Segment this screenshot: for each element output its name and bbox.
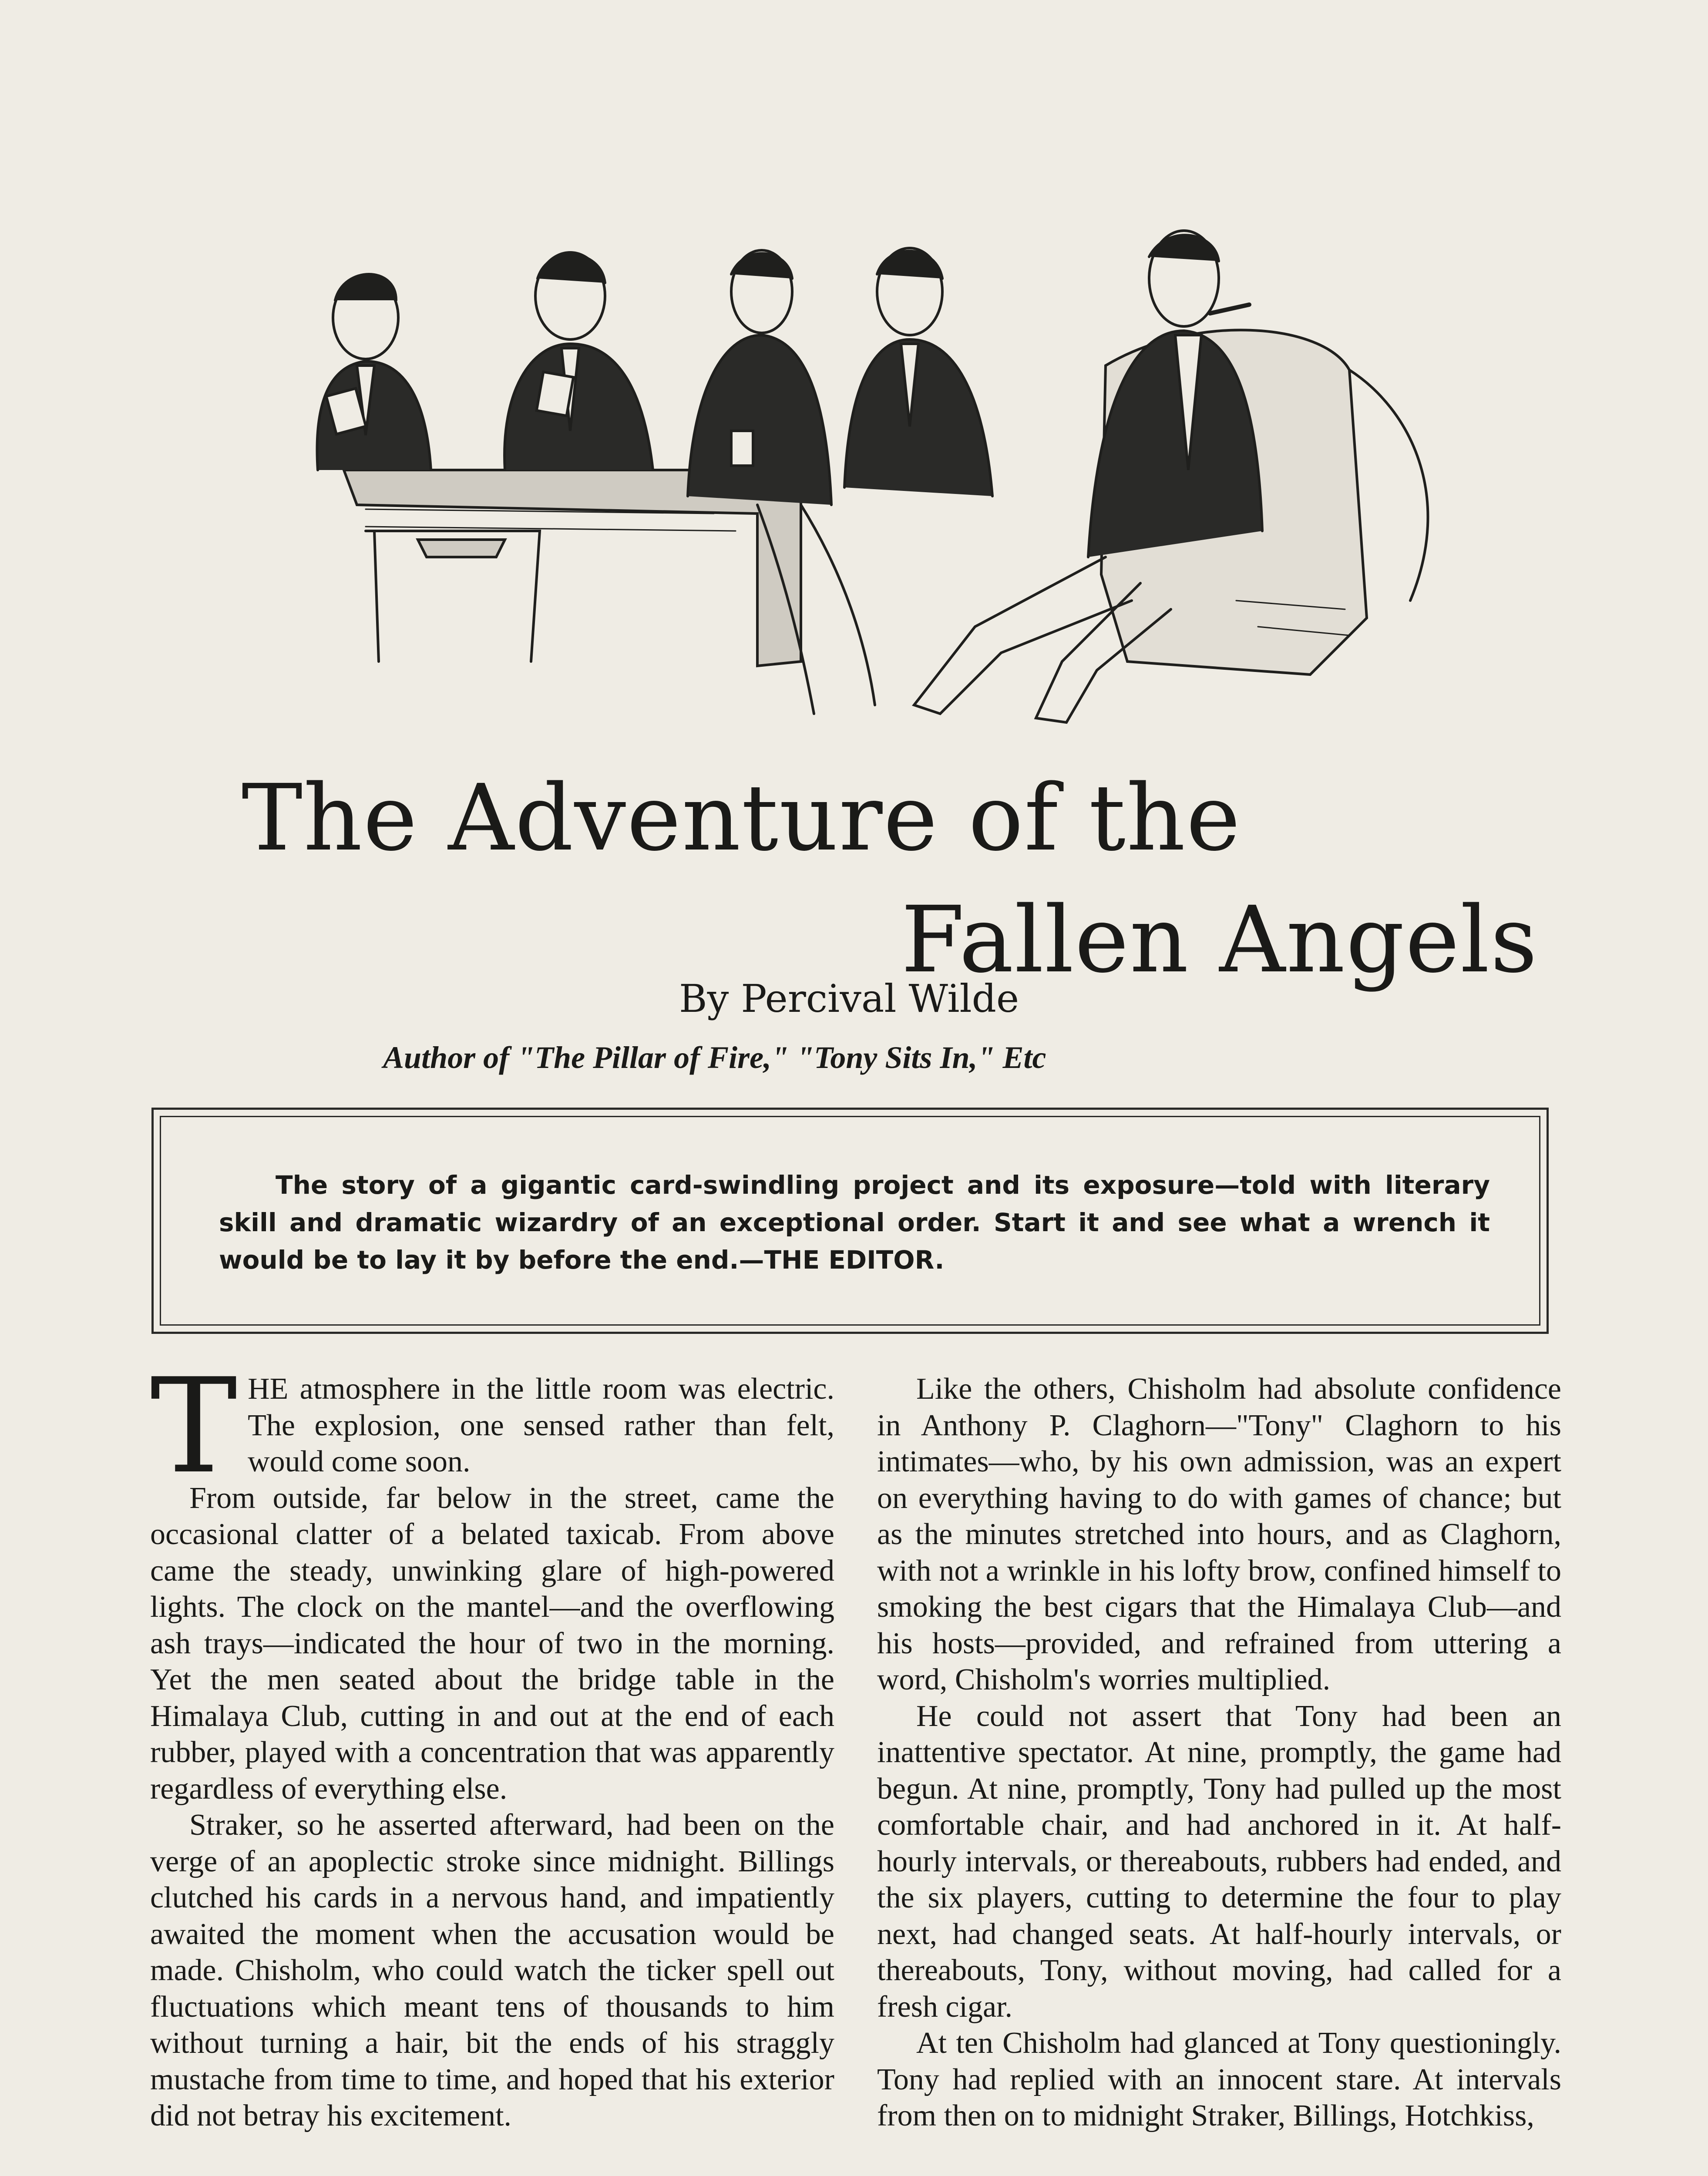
text-column-right bbox=[877, 1371, 1561, 2134]
paragraph-text: HE atmosphere in the little room was electric. The explosion, one sensed rather than felt, would come soon. bbox=[248, 1372, 834, 1478]
paragraph: He could not assert that Tony had been an inattentive spectator. At nine, promptly, the game had begun. At nine, promptly, Tony had pulled up the most comfortable chair, and had anchored in it. At half-hourly intervals, or thereabouts, rubbers had ended, and the six players, cutting to determine the four to play next, had changed seats. At half-hourly intervals, or thereabouts, Tony, without moving, had called for a fresh cigar. bbox=[877, 1699, 1561, 2024]
story-title-line-1: The Adventure of the bbox=[242, 765, 1241, 871]
blurb-signature: THE EDITOR. bbox=[764, 1245, 945, 1275]
drop-cap: T bbox=[150, 1350, 238, 1502]
paragraph bbox=[150, 1350, 834, 1502]
editor-blurb-box bbox=[151, 1108, 1549, 1334]
editor-blurb bbox=[219, 1166, 1490, 1279]
story-title-line-2: Fallen Angels bbox=[901, 887, 1538, 993]
card-players-illustration bbox=[235, 226, 1480, 740]
paragraph: Like the others, Chisholm had absolute confidence in Anthony P. Claghorn—"Tony" Claghorn to his intimates—who, by his own admission, was an expert on everything having to do with games of chance; but as the minutes stretched into hours, and as Claghorn, with not a wrinkle in his lofty brow, confined himself to smoking the best cigars that the Himalaya Club—and his hosts—provided, and refrained from uttering a word, Chisholm's worries multiplied. bbox=[877, 1372, 1561, 1696]
author-credits: Author of "The Pillar of Fire," "Tony Sits In," Etc bbox=[383, 1040, 1046, 1075]
blurb-text: The story of a gigantic card-swindling project and its exposure—told with literary skill and dramatic wizardry of an exceptional order. Start it and see what a wrench it would be to lay it by before the end.— bbox=[219, 1170, 1490, 1275]
paragraph: At ten Chisholm had glanced at Tony questioningly. Tony had replied with an innocent stare. At intervals from then on to midnight Straker, Billings, Hotchkiss, bbox=[877, 2026, 1561, 2132]
byline: By Percival Wilde bbox=[679, 976, 1019, 1021]
paragraph: Straker, so he asserted afterward, had been on the verge of an apoplectic stroke since midnight. Billings clutched his cards in a nervous hand, and impatiently awaited the moment when the accusation would be made. Chisholm, who could watch the ticker spell out fluctuations which meant tens of thousands to him without turning a hair, bit the ends of his straggly mustache from time to time, and hoped that his exterior did not betray his excitement. bbox=[150, 1808, 834, 2132]
paragraph: From outside, far below in the street, came the occasional clatter of a belated taxicab. From above came the steady, unwinking glare of high-powered lights. The clock on the mantel—and the overflowing ash trays—indicated the hour of two in the morning. Yet the men seated about the bridge table in the Himalaya Club, cutting in and out at the end of each rubber, played with a concentration that was apparently regardless of everything else. bbox=[150, 1481, 834, 1806]
text-column-left bbox=[150, 1350, 834, 2134]
